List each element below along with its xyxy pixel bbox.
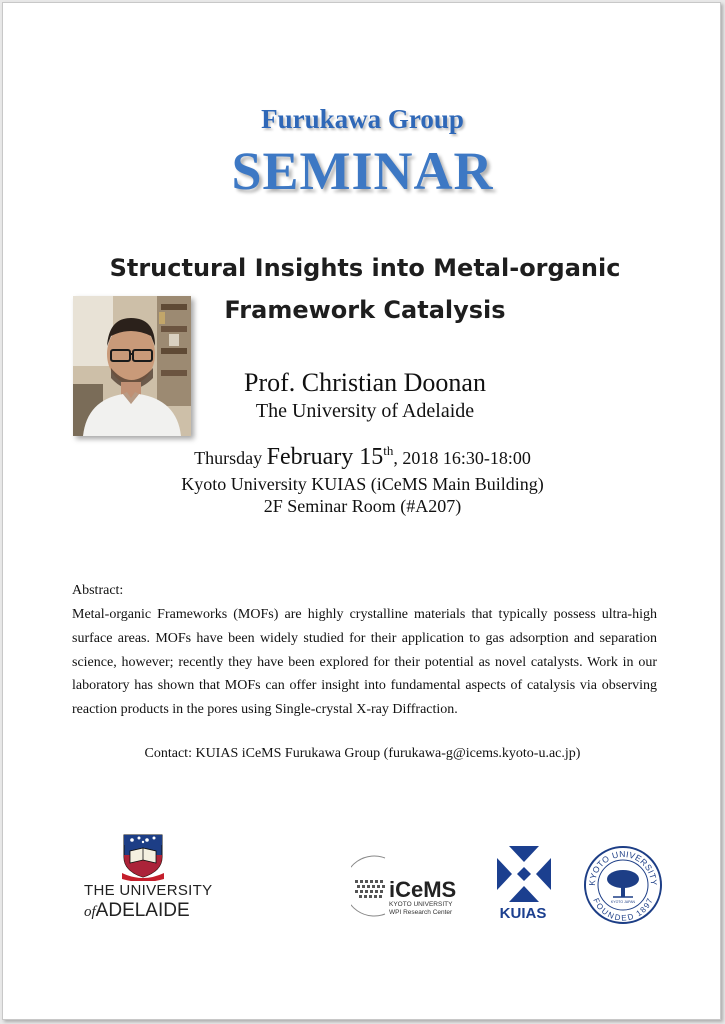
seminar-day: Thursday: [194, 448, 263, 468]
seminar-datetime: [0, 443, 725, 471]
speaker-affiliation: The University of Adelaide: [255, 400, 475, 422]
speaker-name: Prof. Christian Doonan: [244, 368, 486, 397]
contact-info: Contact: KUIAS iCeMS Furukawa Group (furukawa-g@icems.kyoto-u.ac.jp): [144, 746, 581, 761]
icems-subtitle-1: KYOTO UNIVERSITY: [389, 901, 453, 908]
abstract-text: Metal-organic Frameworks (MOFs) are highly crystalline materials that typically possess ultra-high surface areas. MOFs have been widely studied for their application to gas adsorption and separation science, however; recently they have been explored for their potential as novel catalysts. Work in our laboratory has shown that MOFs can offer insight into fundamental aspects of catalysis via observing reaction products in the pores using Single-crystal X-ray Diffraction.: [72, 607, 657, 718]
speaker-photo: [73, 296, 191, 436]
adelaide-wordmark-line-1: THE UNIVERSITY: [84, 882, 213, 899]
abstract-label: Abstract:: [72, 583, 124, 598]
adelaide-crest-icon: [118, 833, 168, 881]
icems-wordmark: iCeMS: [389, 877, 457, 902]
group-title: Furukawa Group: [261, 104, 464, 134]
kyoto-seal-center-text: KYOTO JAPAN: [610, 900, 636, 904]
venue-room: 2F Seminar Room (#A207): [263, 496, 462, 516]
speaker-photo-image: [73, 296, 191, 436]
venue-building: Kyoto University KUIAS (iCeMS Main Building): [181, 474, 544, 494]
seminar-year-time: , 2018 16:30-18:00: [393, 448, 531, 468]
adelaide-wordmark-of: of: [84, 904, 96, 920]
seminar-date-suffix: th: [383, 443, 394, 458]
icems-subtitle-2: WPI Research Center: [389, 909, 453, 916]
seminar-title: SEMINAR: [231, 141, 494, 201]
adelaide-wordmark-name: ADELAIDE: [95, 900, 190, 921]
icems-logo-icon: [351, 854, 389, 918]
kyoto-seal-bottom-text: FOUNDED 1897: [591, 896, 655, 923]
adelaide-wordmark-line-2: [84, 900, 214, 922]
kyoto-university-seal-icon: [583, 845, 663, 925]
seminar-date: February 15: [266, 444, 384, 470]
kyoto-seal-top-text: KYOTO UNIVERSITY: [586, 848, 660, 887]
kuias-logo-icon: [497, 846, 551, 902]
talk-title-line-2: Framework Catalysis: [224, 296, 506, 324]
talk-title-line-1: Structural Insights into Metal-organic: [109, 254, 621, 282]
kuias-wordmark: KUIAS: [499, 905, 547, 922]
